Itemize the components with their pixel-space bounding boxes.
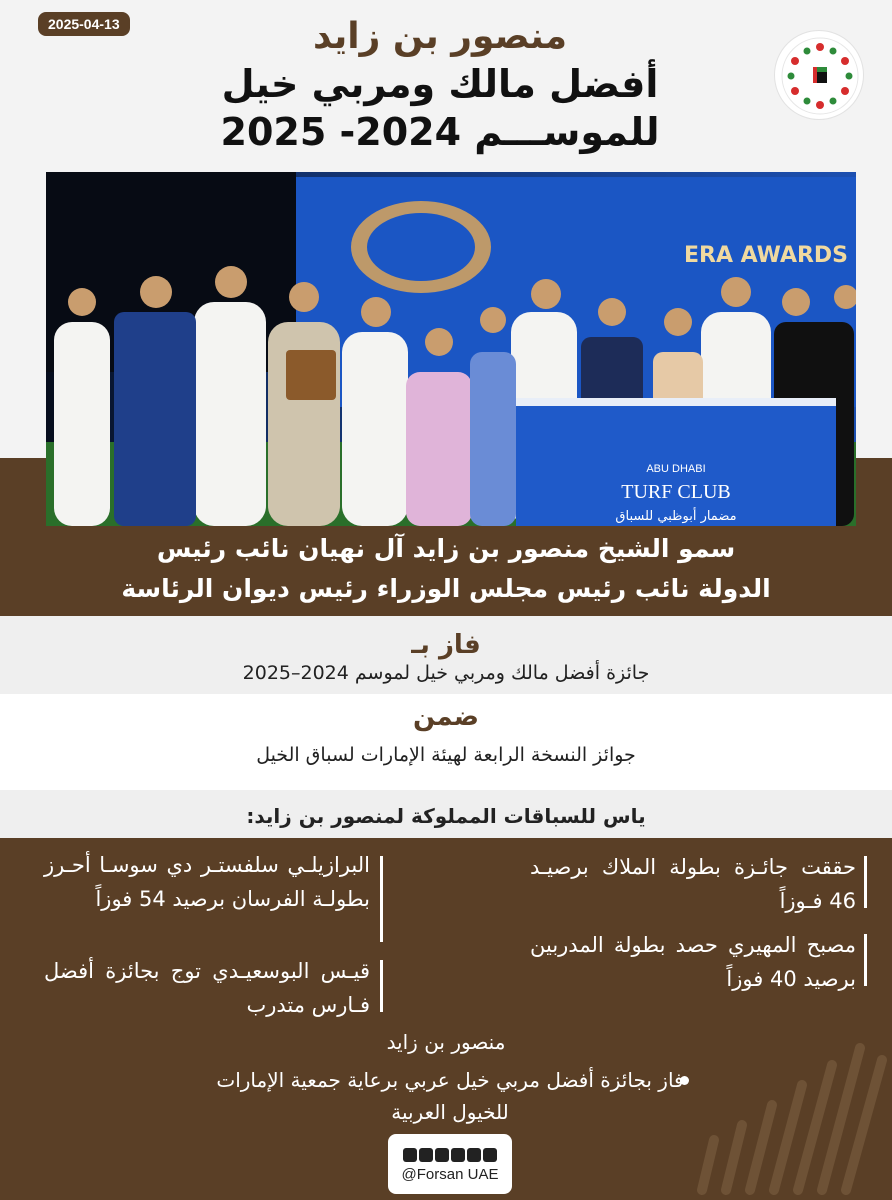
bottom-bullet-text: فاز بجائزة أفضل مربي خيل عربي برعاية جمعية الإمارات للخيول العربية [216, 1068, 684, 1124]
decorative-stripes-icon [682, 1020, 892, 1200]
title-block [150, 14, 730, 156]
within-heading: ضمن [413, 702, 479, 732]
era-awards-screen-text: ERA AWARDS [683, 243, 849, 268]
telegram-icon[interactable] [419, 1148, 433, 1162]
left-divider-2 [380, 960, 383, 1012]
snapchat-icon[interactable] [483, 1148, 497, 1162]
right-column-item-2: مصبح المهيري حصد بطولة المدربين برصيد 40 فوزاً [530, 933, 856, 991]
left-column-item-2: قيـس البوسعيـدي توج بجائزة أفضل فـارس متدرب [44, 959, 370, 1017]
x-icon[interactable] [435, 1148, 449, 1162]
social-icons [388, 1144, 512, 1160]
title-line-1: منصور بن زايد [312, 16, 568, 57]
social-handle[interactable]: @Forsan UAE [401, 1166, 499, 1183]
podium-line-2: TURF CLUB [621, 481, 731, 503]
yas-heading: ياس للسباقات المملوكة لمنصور بن زايد: [0, 790, 892, 838]
name-line-1: سمو الشيخ منصور بن زايد آل نهيان نائب رئيس [156, 534, 736, 563]
name-line-2: الدولة نائب رئيس مجلس الوزراء رئيس ديوان الرئاسة [121, 574, 771, 603]
facebook-icon[interactable] [451, 1148, 465, 1162]
title-line-3: للموســـم 2024- 2025 [220, 110, 660, 154]
title-line-2: أفضل مالك ومربي خيل [221, 62, 659, 106]
ceremony-photo [46, 172, 856, 526]
date-badge: 2025-04-13 [38, 12, 130, 36]
bottom-heading: منصور بن زايد [386, 1030, 506, 1054]
within-section [0, 694, 892, 790]
youtube-icon[interactable] [403, 1148, 417, 1162]
won-text: جائزة أفضل مالك ومربي خيل لموسم 2024–2025 [242, 662, 650, 684]
right-divider-2 [864, 934, 867, 986]
won-heading: فاز بـ [411, 630, 481, 660]
right-column-item-1: حققت جائـزة بطولة الملاك برصيـد 46 فـوزاً [530, 855, 856, 913]
emirates-knights-logo-icon [774, 30, 864, 120]
left-column-item-1: البرازيلـي سلفستـر دي سوسـا أحـرز بطولـة الفرسان برصيد 54 فوزاً [44, 853, 370, 911]
won-section [0, 616, 892, 694]
podium-line-3: مضمار أبوظبي للسباق [615, 509, 737, 524]
podium-line-1: ABU DHABI [646, 463, 706, 475]
instagram-icon[interactable] [467, 1148, 481, 1162]
within-text: جوائز النسخة الرابعة لهيئة الإمارات لسباق الخيل [256, 744, 636, 766]
social-badge [388, 1134, 512, 1194]
left-divider-1 [380, 856, 383, 942]
right-divider-1 [864, 856, 867, 908]
